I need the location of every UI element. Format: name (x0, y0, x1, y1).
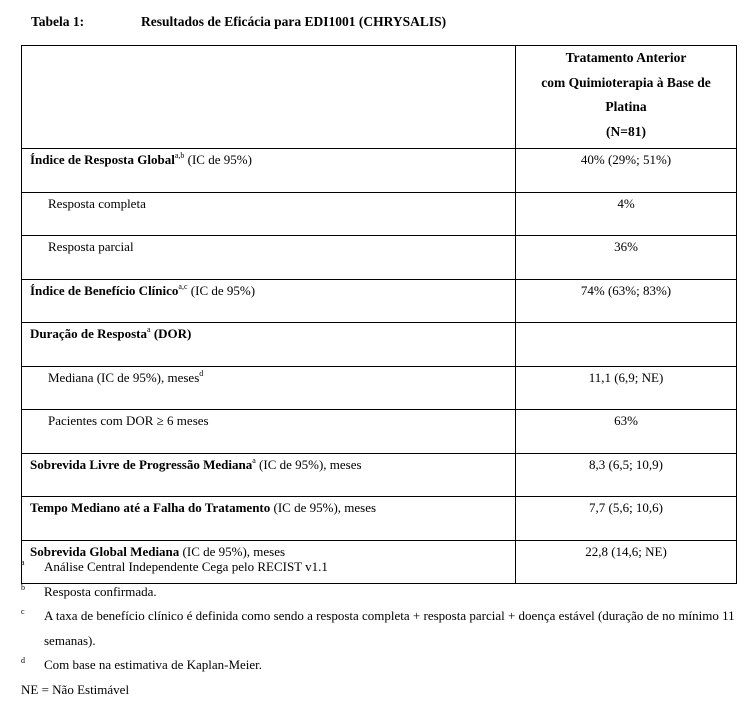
table-row (22, 323, 737, 367)
table-row (22, 192, 737, 236)
table-number: Tabela 1: (31, 14, 85, 29)
column-header-line: (N=81) (606, 123, 646, 139)
row-label-text: Mediana (IC de 95%), meses (48, 369, 200, 385)
abbreviation-note: NE = Não Estimável (21, 681, 130, 697)
footnote-ref: a (147, 325, 151, 334)
footnote-mark: b (21, 582, 25, 592)
row-label-rest: (IC de 95%), meses (179, 543, 286, 559)
row-label (22, 497, 516, 541)
row-label-bold: Índice de Resposta Global (30, 152, 175, 167)
row-label (22, 279, 516, 323)
column-header-line: com Quimioterapia à Base de (541, 74, 711, 90)
row-value: 4% (516, 192, 737, 236)
table-row (22, 453, 737, 497)
table-row (22, 366, 737, 410)
row-label-bold: Duração de Resposta (30, 326, 147, 341)
header-empty-cell (22, 46, 516, 149)
row-value: 40% (29%; 51%) (516, 149, 737, 193)
row-label (22, 453, 516, 497)
footnote-mark: a (21, 558, 25, 567)
column-header-line: Tratamento Anterior (565, 50, 687, 65)
table-row (22, 497, 737, 541)
row-label: Resposta parcial (22, 236, 516, 280)
row-label: Pacientes com DOR ≥ 6 meses (22, 410, 516, 454)
efficacy-table (21, 45, 737, 584)
table-row (22, 279, 737, 323)
footnote-ref: a,b (174, 151, 185, 160)
footnote-mark: c (21, 607, 25, 616)
footnote (21, 604, 751, 653)
footnote-mark: d (21, 656, 25, 665)
row-label (22, 149, 516, 193)
footnote (21, 653, 751, 678)
footnote (21, 555, 751, 580)
footnote-ref: a,c (178, 281, 188, 291)
row-value: 36% (516, 236, 737, 280)
row-label-rest: (IC de 95%) (187, 282, 256, 298)
column-header (516, 46, 737, 149)
footnote-text: Com base na estimativa de Kaplan-Meier. (44, 657, 263, 672)
row-value: 7,7 (5,6; 10,6) (516, 497, 737, 541)
footnote-text: Análise Central Independente Cega pelo RECIST v1.1 (44, 559, 328, 574)
row-value (516, 323, 737, 367)
table-row (22, 410, 737, 454)
row-value: 22,8 (14,6; NE) (516, 540, 737, 584)
footnote (21, 580, 751, 605)
row-label (22, 323, 516, 367)
footnote-ref: d (199, 368, 204, 378)
row-label: Resposta completa (22, 192, 516, 236)
table-header-row (22, 46, 737, 149)
table-row (22, 236, 737, 280)
table-caption: Resultados de Eficácia para EDI1001 (CHRYSALIS) (141, 14, 447, 29)
row-label-bold: Sobrevida Global Mediana (30, 543, 180, 559)
footnote-ref: a (252, 455, 256, 465)
footnotes (21, 555, 751, 702)
footnote-text: A taxa de benefício clínico é definida como sendo a resposta completa + resposta parcial + doença estável (duração de no mínimo 11 semanas). (44, 608, 735, 648)
row-label-rest: (IC de 95%), meses (270, 500, 377, 515)
row-label (22, 366, 516, 410)
row-label-rest: (IC de 95%) (184, 152, 252, 167)
row-value: 74% (63%; 83%) (516, 279, 737, 323)
row-label-bold: Tempo Mediano até a Falha do Tratamento (30, 500, 271, 515)
table-row (22, 149, 737, 193)
row-label-bold: Índice de Benefício Clínico (30, 282, 179, 298)
row-label-bold: Sobrevida Livre de Progressão Mediana (30, 456, 253, 472)
row-label-rest: (IC de 95%), meses (255, 456, 362, 472)
footnote-text: Resposta confirmada. (44, 583, 157, 599)
row-label-bold: (DOR) (150, 326, 192, 341)
row-value: 8,3 (6,5; 10,9) (516, 453, 737, 497)
column-header-line: Platina (605, 99, 647, 114)
row-value: 11,1 (6,9; NE) (516, 366, 737, 410)
row-value: 63% (516, 410, 737, 454)
